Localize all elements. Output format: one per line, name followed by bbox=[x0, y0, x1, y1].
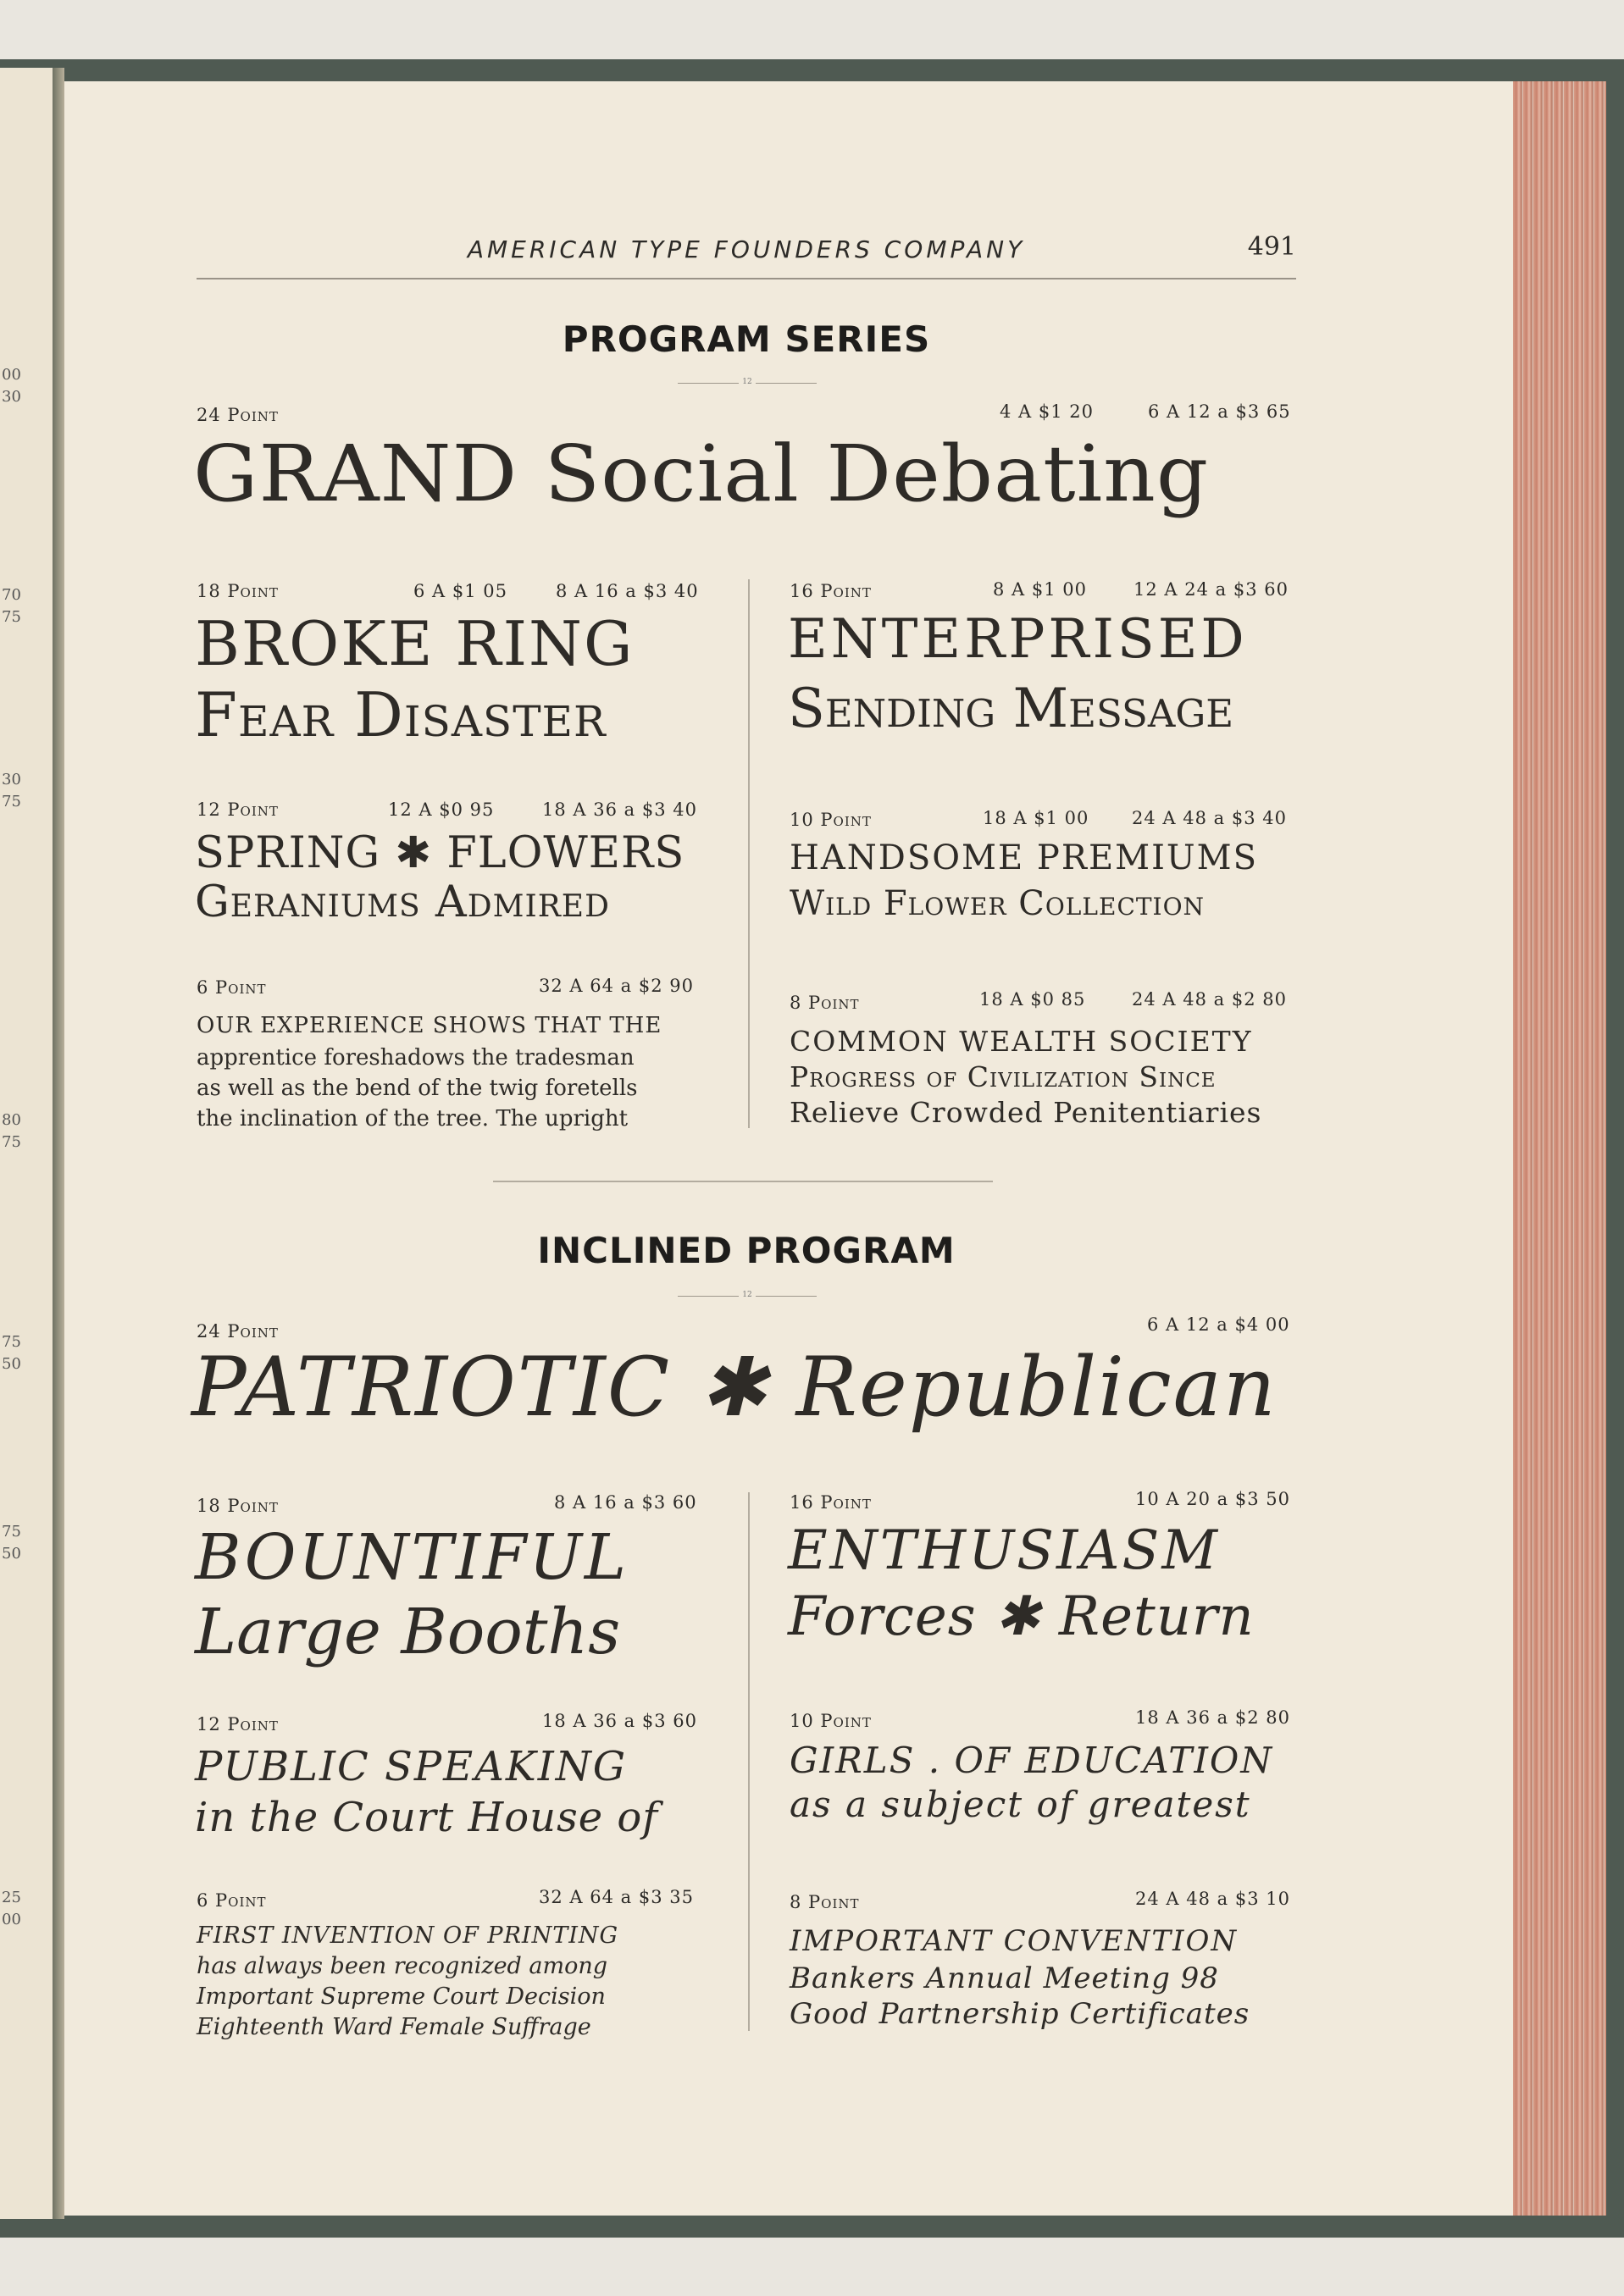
specimen-18pt-line2: Large Booths bbox=[195, 1596, 621, 1668]
size-label-12pt: 12 Point bbox=[197, 1714, 279, 1734]
price-12pt-font: 18 A 36 a $3 40 bbox=[542, 799, 697, 820]
margin-number: 30 bbox=[2, 388, 21, 406]
specimen-8pt-line1: COMMON WEALTH SOCIETY bbox=[790, 1025, 1253, 1058]
price-12pt: 18 A 36 a $3 60 bbox=[542, 1711, 697, 1731]
specimen-12pt-line2: Geraniums Admired bbox=[195, 877, 610, 927]
specimen-8pt-line2: Progress of Civilization Since bbox=[790, 1060, 1217, 1093]
price-6pt: 32 A 64 a $3 35 bbox=[539, 1887, 694, 1907]
price-8pt: 24 A 48 a $3 10 bbox=[1135, 1889, 1290, 1909]
size-label-18pt: 18 Point bbox=[197, 1496, 279, 1516]
specimen-12pt-line1: PUBLIC SPEAKING bbox=[195, 1743, 628, 1790]
margin-number: 75 bbox=[2, 1523, 21, 1541]
column-divider bbox=[748, 579, 750, 1128]
price-12pt-caps: 12 A $0 95 bbox=[388, 799, 495, 820]
price-16pt: 10 A 20 a $3 50 bbox=[1135, 1489, 1290, 1509]
specimen-16pt-line1: ENTHUSIASM bbox=[788, 1519, 1220, 1582]
specimen-10pt-line2: as a subject of greatest bbox=[790, 1784, 1251, 1825]
size-label-6pt: 6 Point bbox=[197, 1890, 267, 1911]
specimen-16pt-line2: Sending Message bbox=[788, 678, 1234, 740]
price-8pt-font: 24 A 48 a $2 80 bbox=[1132, 989, 1287, 1010]
margin-number: 75 bbox=[2, 793, 21, 811]
size-label-8pt: 8 Point bbox=[790, 993, 860, 1013]
margin-number: 70 bbox=[2, 586, 21, 604]
price-24pt-font: 6 A 12 a $3 65 bbox=[1148, 401, 1291, 422]
margin-number: 75 bbox=[2, 1333, 21, 1351]
specimen-24pt: GRAND Social Debating bbox=[193, 429, 1210, 519]
price-18pt-font: 8 A 16 a $3 40 bbox=[556, 581, 699, 601]
specimen-10pt-line1: GIRLS . OF EDUCATION bbox=[790, 1740, 1274, 1781]
specimen-18pt-line1: BROKE RING bbox=[195, 608, 635, 679]
specimen-18pt-line1: BOUNTIFUL bbox=[195, 1521, 629, 1594]
section-title-inclined-program: INCLINED PROGRAM bbox=[537, 1230, 956, 1271]
specimen-16pt-line2: Forces ✱ Return bbox=[788, 1585, 1255, 1648]
size-label-6pt: 6 Point bbox=[197, 977, 267, 998]
specimen-6pt-line2: apprentice foreshadows the tradesman bbox=[197, 1045, 635, 1071]
specimen-18pt-line2: Fear Disaster bbox=[195, 679, 607, 750]
size-label-12pt: 12 Point bbox=[197, 799, 279, 820]
price-18pt-caps: 6 A $1 05 bbox=[413, 581, 507, 601]
section-divider bbox=[493, 1181, 993, 1182]
specimen-6pt-line1: FIRST INVENTION OF PRINTING bbox=[197, 1923, 619, 1949]
page-number: 491 bbox=[1247, 232, 1296, 262]
price-10pt: 18 A 36 a $2 80 bbox=[1135, 1707, 1290, 1728]
size-label-10pt: 10 Point bbox=[790, 1711, 872, 1731]
size-label-16pt: 16 Point bbox=[790, 1492, 872, 1513]
running-header bbox=[197, 232, 1296, 279]
specimen-8pt-line3: Relieve Crowded Penitentiaries bbox=[790, 1096, 1262, 1129]
specimen-6pt-line1: OUR EXPERIENCE SHOWS THAT THE bbox=[197, 1013, 662, 1038]
catalog-page bbox=[64, 81, 1513, 2216]
specimen-8pt-line1: IMPORTANT CONVENTION bbox=[790, 1924, 1239, 1958]
margin-number: 00 bbox=[2, 1911, 21, 1928]
margin-number: 30 bbox=[2, 771, 21, 788]
margin-number: 25 bbox=[2, 1889, 21, 1906]
facing-page-edge bbox=[0, 68, 53, 2219]
margin-number: 75 bbox=[2, 608, 21, 626]
page-edges bbox=[1513, 81, 1606, 2216]
specimen-8pt-line3: Good Partnership Certificates bbox=[790, 1997, 1250, 2031]
margin-number: 80 bbox=[2, 1111, 21, 1129]
size-label-24pt: 24 Point bbox=[197, 1321, 279, 1342]
specimen-6pt-line2: has always been recognized among bbox=[197, 1953, 608, 1979]
specimen-24pt: PATRIOTIC ✱ Republican bbox=[191, 1340, 1278, 1435]
size-label-18pt: 18 Point bbox=[197, 581, 279, 601]
running-title: AMERICAN TYPE FOUNDERS COMPANY bbox=[467, 235, 1026, 263]
size-label-24pt: 24 Point bbox=[197, 405, 279, 425]
specimen-16pt-line1: ENTERPRISED bbox=[788, 608, 1248, 671]
price-24pt-caps: 4 A $1 20 bbox=[1000, 401, 1094, 422]
book-gutter bbox=[53, 68, 64, 2219]
price-16pt-font: 12 A 24 a $3 60 bbox=[1133, 579, 1289, 600]
price-24pt: 6 A 12 a $4 00 bbox=[1147, 1314, 1290, 1335]
specimen-10pt-line1: HANDSOME PREMIUMS bbox=[790, 838, 1258, 877]
margin-number: 75 bbox=[2, 1133, 21, 1151]
price-18pt: 8 A 16 a $3 60 bbox=[554, 1492, 697, 1513]
price-8pt-caps: 18 A $0 85 bbox=[979, 989, 1086, 1010]
margin-number: 50 bbox=[2, 1545, 21, 1563]
specimen-6pt-line3: as well as the bend of the twig foretells bbox=[197, 1076, 638, 1101]
column-divider bbox=[748, 1492, 750, 2031]
price-10pt-caps: 18 A $1 00 bbox=[983, 808, 1089, 828]
specimen-12pt-line1: SPRING ✱ FLOWERS bbox=[195, 828, 685, 878]
specimen-10pt-line2: Wild Flower Collection bbox=[790, 884, 1206, 923]
price-6pt: 32 A 64 a $2 90 bbox=[539, 976, 694, 996]
rule-number: 12 bbox=[739, 378, 756, 386]
size-label-10pt: 10 Point bbox=[790, 810, 872, 830]
size-label-8pt: 8 Point bbox=[790, 1892, 860, 1912]
section-title-program-series: PROGRAM SERIES bbox=[562, 318, 931, 360]
specimen-12pt-line2: in the Court House of bbox=[195, 1794, 659, 1841]
specimen-6pt-line3: Important Supreme Court Decision bbox=[197, 1983, 606, 2010]
specimen-6pt-line4: the inclination of the tree. The upright bbox=[197, 1106, 629, 1131]
margin-number: 50 bbox=[2, 1355, 21, 1373]
margin-number: 00 bbox=[2, 366, 21, 384]
specimen-8pt-line2: Bankers Annual Meeting 98 bbox=[790, 1961, 1219, 1995]
specimen-6pt-line4: Eighteenth Ward Female Suffrage bbox=[197, 2014, 591, 2040]
rule-number: 12 bbox=[739, 1291, 756, 1299]
price-10pt-font: 24 A 48 a $3 40 bbox=[1132, 808, 1287, 828]
size-label-16pt: 16 Point bbox=[790, 581, 872, 601]
price-16pt-caps: 8 A $1 00 bbox=[993, 579, 1087, 600]
